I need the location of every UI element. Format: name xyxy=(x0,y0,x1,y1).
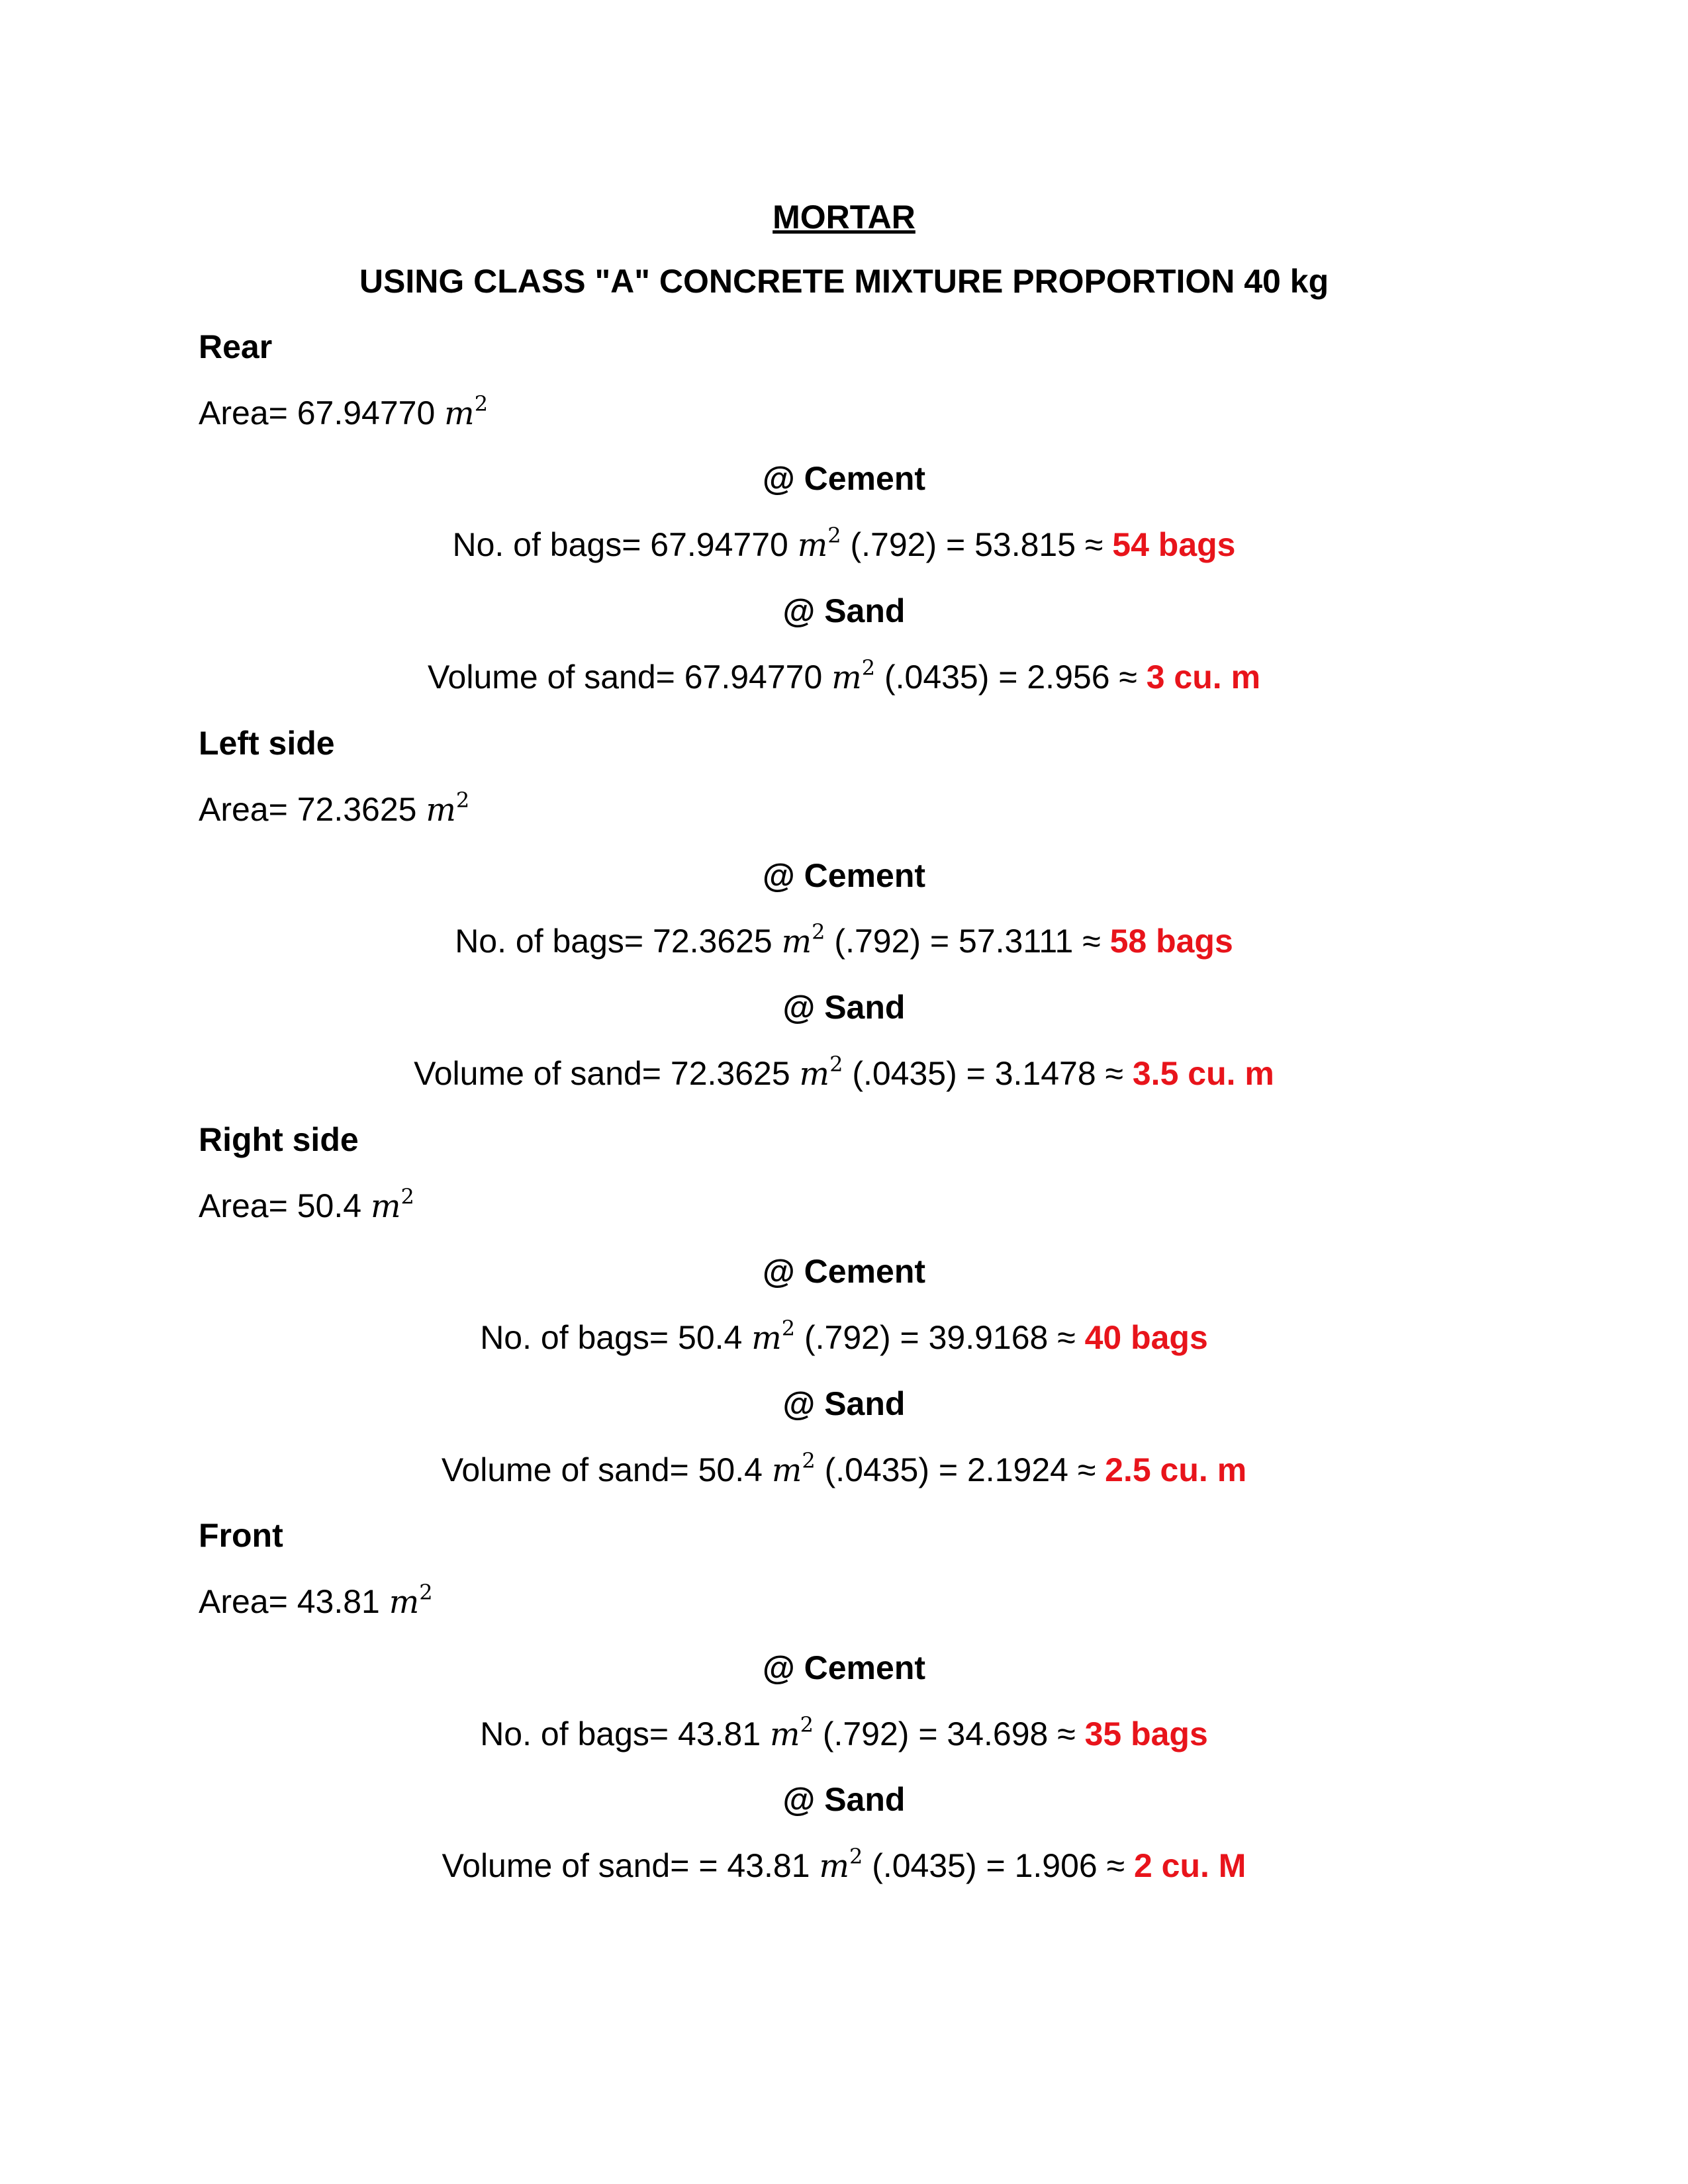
section-heading-front: Front xyxy=(199,1517,283,1554)
cement-heading-right-side: @ Cement xyxy=(762,1253,926,1290)
area-line-right-side xyxy=(199,1179,414,1232)
sand-result: 2 cu. M xyxy=(1133,1847,1246,1884)
document-subtitle: USING CLASS "A" CONCRETE MIXTURE PROPORTION 40 kg xyxy=(359,263,1329,300)
sand-result: 3 cu. m xyxy=(1146,659,1261,696)
unit-symbol: $m^2$ xyxy=(781,919,825,960)
cement-result: 40 bags xyxy=(1084,1319,1208,1356)
cement-calc: (.792) = 34.698 ≈ xyxy=(813,1715,1085,1752)
cement-calc: (.792) = 57.3111 ≈ xyxy=(825,923,1110,960)
unit-symbol: $m^2$ xyxy=(389,1580,433,1621)
sand-formula: Volume of sand= 67.94770 xyxy=(427,659,823,696)
cement-formula: No. of bags= 43.81 xyxy=(480,1715,761,1752)
cement-calc-line-left-side xyxy=(0,915,1688,968)
unit-symbol: $m^2$ xyxy=(797,523,841,564)
cement-formula: No. of bags= 67.94770 xyxy=(452,526,788,563)
cement-calc-line-front xyxy=(0,1707,1688,1760)
unit-symbol: $m^2$ xyxy=(444,391,489,432)
cement-result: 54 bags xyxy=(1112,526,1236,563)
sand-calc-line-rear xyxy=(0,651,1688,704)
section-heading-left-side: Left side xyxy=(199,725,335,762)
sand-calc-line-right-side xyxy=(0,1443,1688,1496)
sand-heading-left-side: @ Sand xyxy=(782,989,906,1026)
unit-symbol: $m^2$ xyxy=(771,1448,816,1489)
cement-formula: No. of bags= 50.4 xyxy=(480,1319,743,1356)
cement-heading-rear: @ Cement xyxy=(762,460,926,497)
sand-calc-line-front xyxy=(0,1839,1688,1892)
sand-result: 2.5 cu. m xyxy=(1105,1451,1247,1488)
area-label: Area= 43.81 xyxy=(199,1583,380,1620)
unit-symbol: $m^2$ xyxy=(370,1184,414,1225)
unit-symbol: $m^2$ xyxy=(831,655,876,696)
sand-heading-right-side: @ Sand xyxy=(782,1385,906,1422)
area-line-left-side xyxy=(199,783,469,836)
section-heading-right-side: Right side xyxy=(199,1121,359,1158)
unit-symbol: $m^2$ xyxy=(426,788,470,829)
sand-heading-front: @ Sand xyxy=(782,1781,906,1818)
document-title: MORTAR xyxy=(773,199,915,236)
cement-heading-left-side: @ Cement xyxy=(762,857,926,894)
cement-calc-line-right-side xyxy=(0,1311,1688,1364)
sand-heading-rear: @ Sand xyxy=(782,592,906,629)
area-label: Area= 72.3625 xyxy=(199,791,417,828)
cement-heading-front: @ Cement xyxy=(762,1649,926,1686)
sand-formula: Volume of sand= = 43.81 xyxy=(442,1847,810,1884)
sand-calc: (.0435) = 3.1478 ≈ xyxy=(843,1055,1133,1092)
unit-symbol: $m^2$ xyxy=(819,1844,863,1885)
sand-calc: (.0435) = 1.906 ≈ xyxy=(863,1847,1134,1884)
area-label: Area= 50.4 xyxy=(199,1187,362,1224)
cement-calc: (.792) = 39.9168 ≈ xyxy=(795,1319,1085,1356)
unit-symbol: $m^2$ xyxy=(770,1712,814,1753)
cement-formula: No. of bags= 72.3625 xyxy=(455,923,773,960)
cement-calc: (.792) = 53.815 ≈ xyxy=(841,526,1113,563)
sand-result: 3.5 cu. m xyxy=(1132,1055,1274,1092)
unit-symbol: $m^2$ xyxy=(799,1052,843,1093)
sand-formula: Volume of sand= 72.3625 xyxy=(414,1055,790,1092)
section-heading-rear: Rear xyxy=(199,328,273,365)
unit-symbol: $m^2$ xyxy=(751,1316,796,1357)
cement-calc-line-rear xyxy=(0,518,1688,571)
document-title-row xyxy=(0,191,1688,244)
area-label: Area= 67.94770 xyxy=(199,394,436,432)
sand-calc-line-left-side xyxy=(0,1047,1688,1100)
sand-calc: (.0435) = 2.1924 ≈ xyxy=(815,1451,1105,1488)
area-line-front xyxy=(199,1575,433,1628)
cement-result: 58 bags xyxy=(1109,923,1233,960)
area-line-rear xyxy=(199,387,488,439)
cement-result: 35 bags xyxy=(1084,1715,1208,1752)
sand-calc: (.0435) = 2.956 ≈ xyxy=(875,659,1147,696)
sand-formula: Volume of sand= 50.4 xyxy=(441,1451,763,1488)
